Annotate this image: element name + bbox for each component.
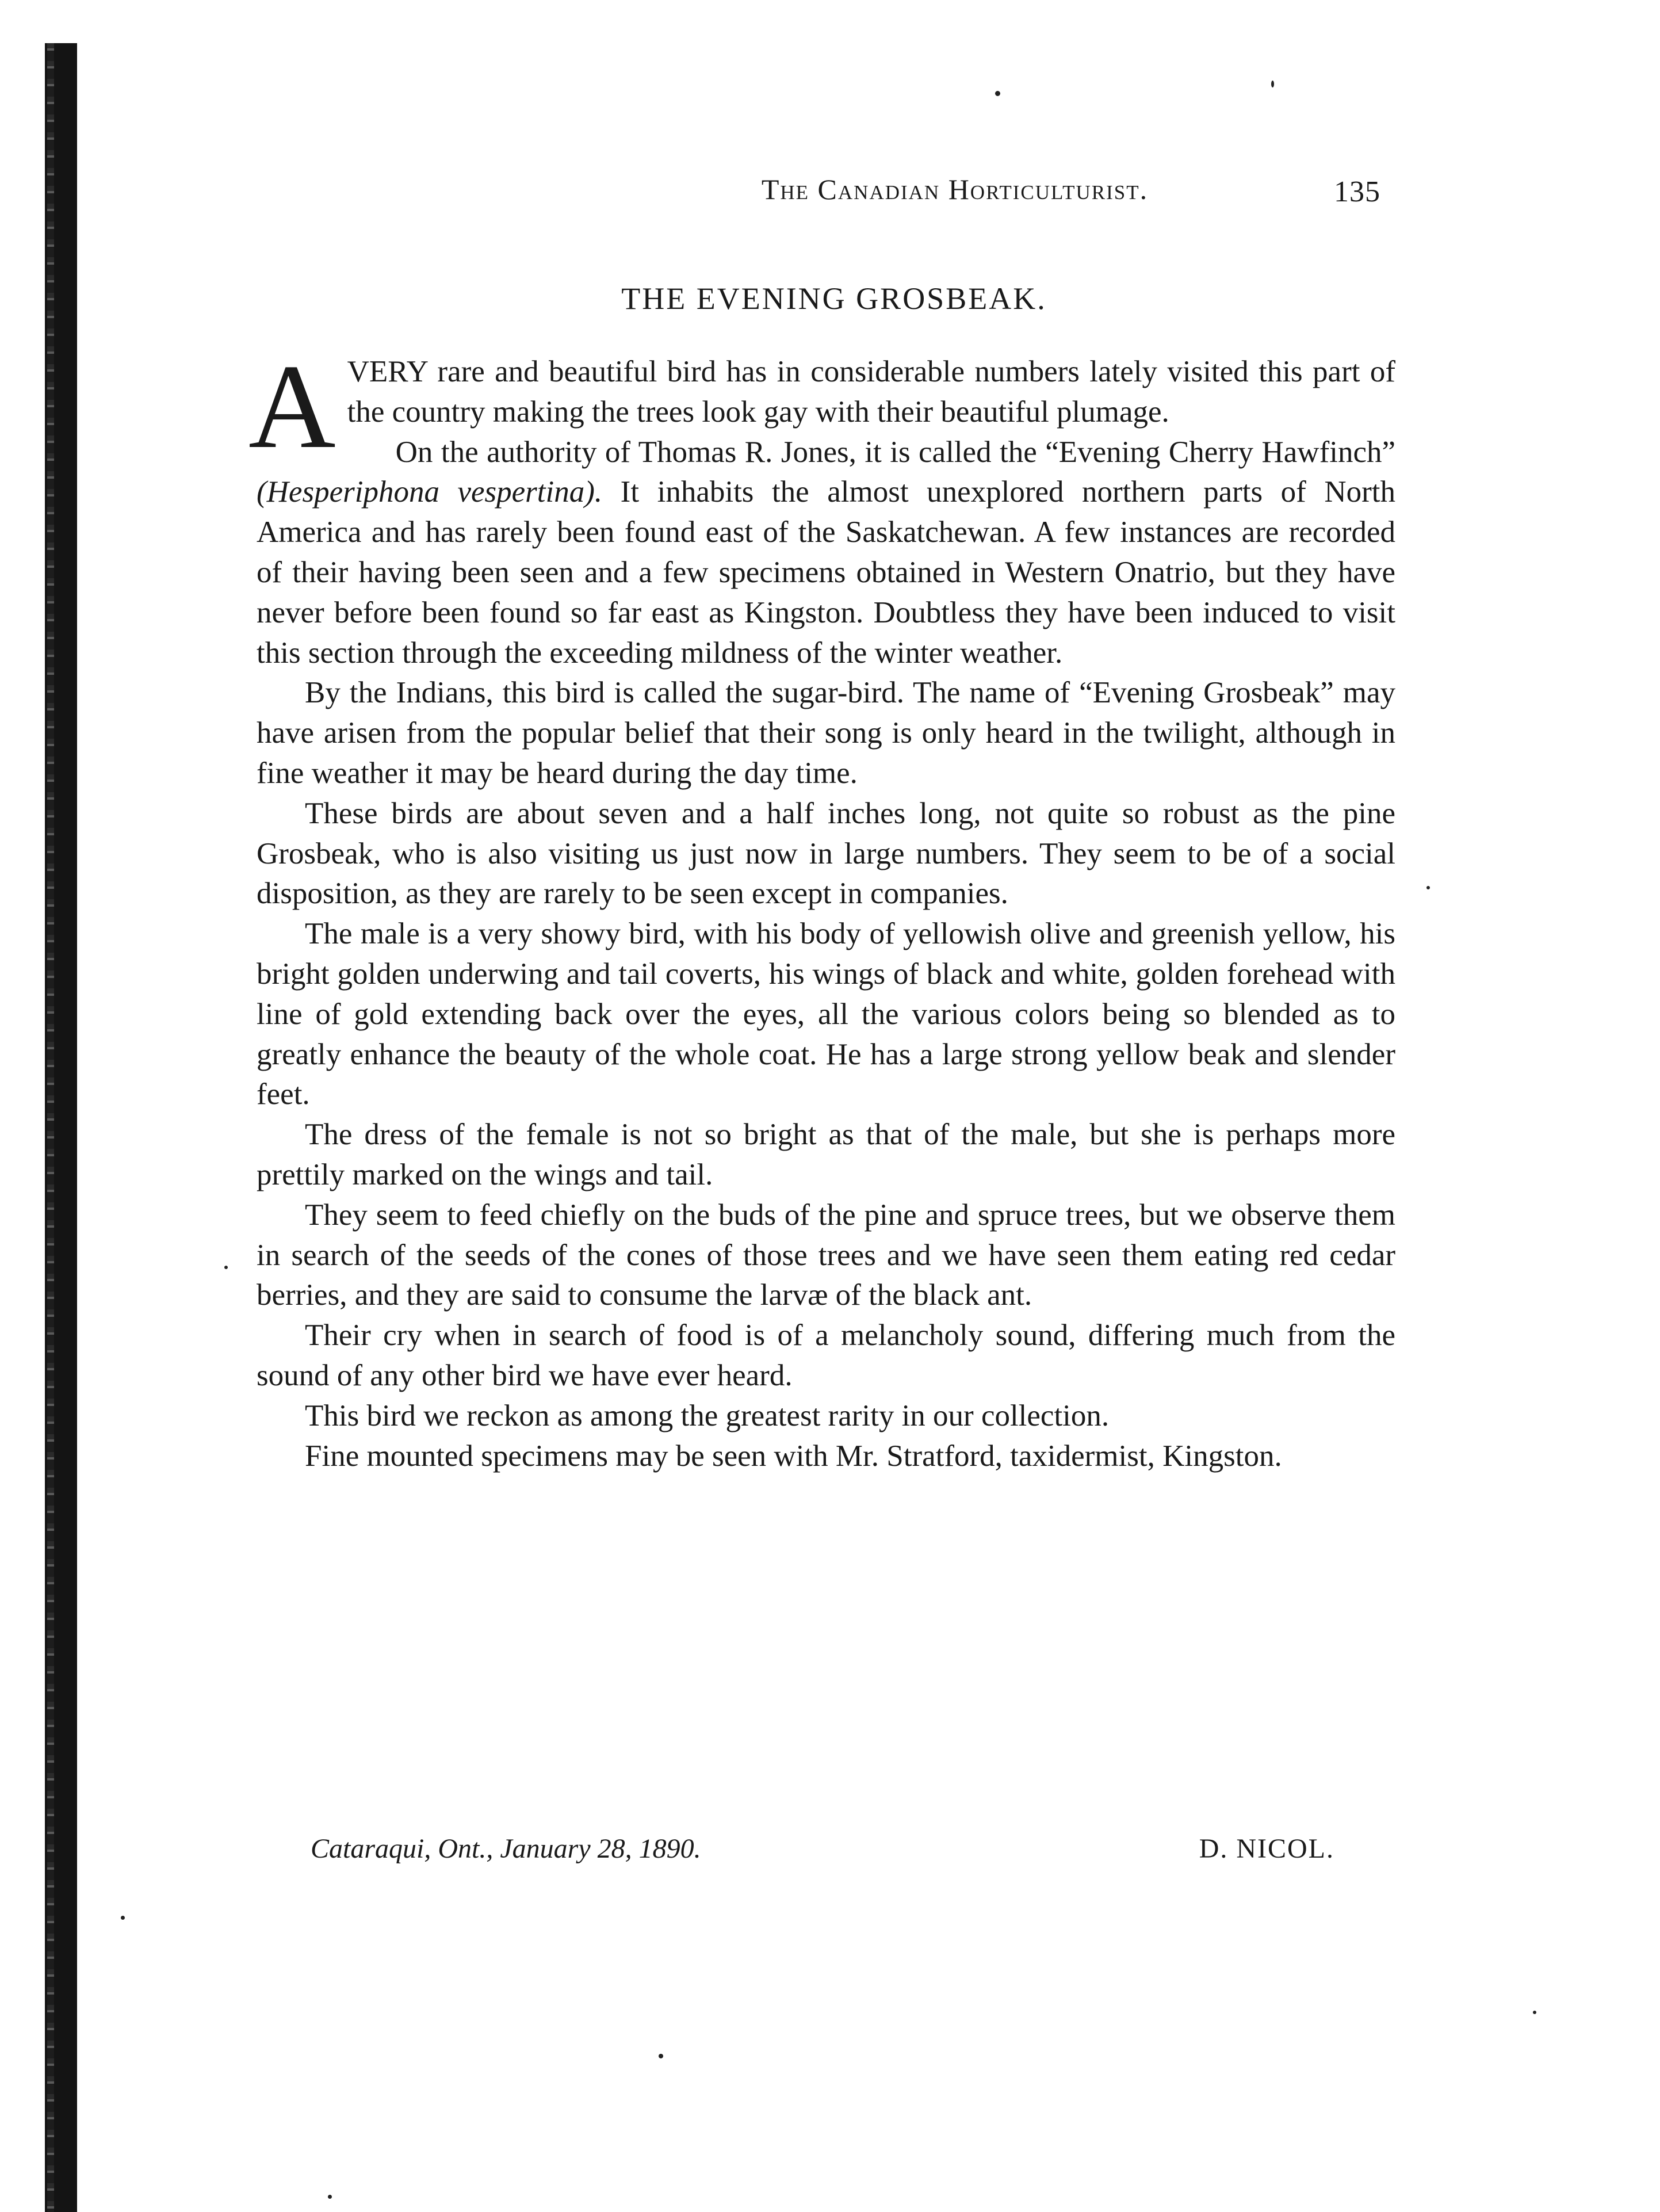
scan-speck — [1271, 81, 1274, 87]
paragraph-1-text: VERY rare and beautiful bird has in considerable numbers lately visited this part of the country making the trees look gay with their beautiful plumage. — [347, 355, 1395, 429]
signature-place-date: Cataraqui, Ont., January 28, 1890. — [311, 1833, 701, 1864]
scan-speck — [1426, 886, 1430, 889]
page-number: 135 — [1334, 175, 1380, 208]
paragraph-7: They seem to feed chiefly on the buds of the pine and spruce trees, but we observe them in search of the seeds of the cones of those trees and we have seen them eating red cedar berries, and they are said to consume the larvæ of the black ant. — [257, 1198, 1395, 1312]
article-body — [248, 340, 1395, 1476]
journal-title: The Canadian Horticulturist. — [761, 173, 1149, 205]
paragraph-10: Fine mounted specimens may be seen with Mr. Stratford, taxidermist, Kingston. — [305, 1439, 1282, 1473]
paragraph-4: These birds are about seven and a half inches long, not quite so robust as the pine Grosbeak, who is also visiting us just now in large numbers. They seem to be of a social disposition, as they are rarely to be seen except in companies. — [257, 796, 1395, 911]
scan-speck — [121, 1916, 125, 1920]
paragraph-9: This bird we reckon as among the greatest rarity in our collection. — [305, 1399, 1110, 1432]
scan-speck — [328, 2195, 332, 2199]
scan-speck — [995, 91, 1000, 96]
species-name: (Hesperiphona vespertina). — [257, 475, 603, 509]
paragraph-2-text-a: On the authority of Thomas R. Jones, it is called the “Evening Cherry Hawfinch” — [395, 435, 1395, 469]
page-binding-edge — [45, 43, 77, 2212]
paragraph-8: Their cry when in search of food is of a melancholy sound, differing much from the sound of any other bird we have ever heard. — [257, 1319, 1395, 1392]
paragraph-6: The dress of the female is not so bright as that of the male, but she is perhaps more prettily marked on the wings and tail. — [257, 1118, 1395, 1191]
paragraph-3: By the Indians, this bird is called the sugar-bird. The name of “Evening Grosbeak” may have arisen from the popular belief that their song is only heard in the twilight, although in fine weather it may be heard during the day time. — [257, 676, 1395, 790]
scan-speck — [224, 1266, 228, 1269]
signature-author: D. NICOL. — [1199, 1833, 1334, 1864]
running-head — [253, 173, 1415, 219]
article-title: THE EVENING GROSBEAK. — [621, 281, 1047, 316]
paragraph-2 — [257, 433, 1395, 674]
paragraph-5: The male is a very showy bird, with his body of yellowish olive and greenish yellow, his bright golden underwing and tail coverts, his wings of black and white, golden forehead with line of gold extending back over the eyes, all the various colors being so blended as to greatly enhance the beauty of the whole coat. He has a large strong yellow beak and slender feet. — [257, 917, 1395, 1111]
signature-line — [311, 1833, 1334, 1873]
drop-cap: A — [248, 340, 336, 473]
scan-speck — [1533, 2011, 1536, 2014]
paragraph-2-text-b: It inhabits the almost unexplored northern parts of North America and has rarely been found east of the Saskatchewan. A few instances are recorded of their having been seen and a few specimens obtained in Western Onatrio, but they have never before been found so far east as Kingston. Doubtless they have been induced to visit this section through the exceeding mildness of the winter weather. — [257, 475, 1395, 670]
scan-speck — [659, 2054, 663, 2058]
